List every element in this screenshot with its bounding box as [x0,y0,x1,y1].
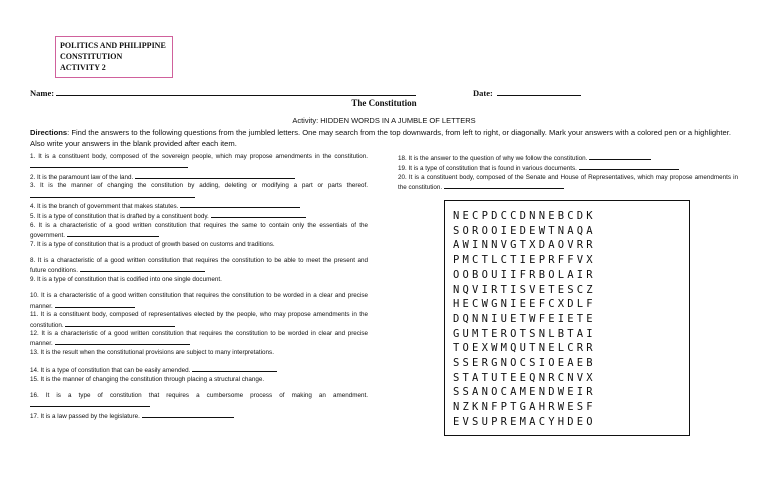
question-item: 8. It is a characteristic of a good written constitution that requires the constitution to be able to meet the present and future conditions. [30,257,368,275]
name-label: Name: [30,88,55,98]
question-item: 9. It is a type of constitution that is codified into one single document. [30,275,222,283]
page-title: The Constitution [351,98,417,108]
question-item: 7. It is a type of constitution that is a product of growth based on customs and traditions. [30,240,275,248]
answer-blank[interactable] [30,191,195,198]
question-item: 15. It is the manner of changing the constitution through placing a structural change. [30,375,265,383]
question-item: 3. It is the manner of changing the constitution by adding, deleting or modifying a part or parts thereof. [30,182,368,201]
activity-title: Activity: HIDDEN WORDS IN A JUMBLE OF LETTERS [292,116,476,125]
grid-row: EVSUPREMACYHDEO [453,415,596,428]
questions-right-column [398,153,738,193]
question-item: 14. It is a type of constitution that can be easily amended. [30,365,368,375]
word-search-grid[interactable] [444,200,690,436]
grid-row: OOBOUIIFRBOLAIR [453,268,596,281]
answer-blank[interactable] [135,172,295,179]
directions [30,128,740,149]
course-title-line2: CONSTITUTION [60,52,123,61]
grid-row: PMCTLCTIEPRFFVX [453,254,596,267]
question-item: 20. It is a constituent body, composed of the Senate and House of Representatives, which may propose amendments in the constitution. [398,173,738,192]
question-item: 10. It is a characteristic of a good written constitution that requires the constitution to be worded in a clear and precise manner. [30,292,368,310]
answer-blank[interactable] [192,365,277,372]
question-item: 11. It is a constituent body, composed of representatives elected by the people, who may propose amendments in the constitution. [30,311,368,329]
question-item: 18. It is the answer to the question of why we follow the constitution. [398,153,738,163]
grid-row: TOEXWMQUTNELCRR [453,342,596,355]
grid-row: HECWGNIEEFCXDLF [453,298,596,311]
answer-blank[interactable] [211,211,306,218]
answer-blank[interactable] [579,163,679,170]
grid-row: SSERGNOCSIOEAEB [453,357,596,370]
question-item: 5. It is a type of constitution that is drafted by a constituent body. [30,211,368,221]
course-header-box [55,36,173,78]
course-title-line1: POLITICS AND PHILIPPINE [60,41,166,50]
directions-label: Directions [30,128,68,137]
answer-blank[interactable] [80,265,205,272]
directions-text: : Find the answers to the following questions from the jumbled letters. One may search from the top downwards, from left to right, or diagonally. Mark your answers with a colored pen or a highlighter. Also write your answers in the blank provided after each item. [30,128,731,148]
question-item: 1. It is a constituent body, composed of the sovereign people, which may propose amendments in the constitution. [30,153,368,172]
grid-row: NQVIRTISVETESCZ [453,283,596,296]
question-item: 13. It is the result when the constitutional provisions are subject to many interpretations. [30,348,274,356]
grid-row: SOROOIEDEWTNAQA [453,224,596,237]
answer-blank[interactable] [30,400,150,407]
answer-blank[interactable] [142,411,234,418]
grid-row: DQNNIUETWFEIETE [453,312,596,325]
question-item: 2. It is the paramount law of the land. [30,172,368,182]
question-item: 17. It is a law passed by the legislature. [30,411,368,421]
grid-row: AWINNVGTXDAOVRR [453,239,596,252]
questions-left-column [30,153,368,421]
grid-row: NZKNFPTGAHRWESF [453,401,596,414]
date-blank[interactable] [497,86,581,96]
answer-blank[interactable] [55,338,190,345]
answer-blank[interactable] [67,230,159,237]
name-blank[interactable] [56,86,416,96]
question-item: 12. It is a characteristic of a good written constitution that requires the constitution to be worded in clear and precise manner. [30,329,368,348]
activity-number: ACTIVITY 2 [60,63,106,72]
date-field [473,86,581,98]
name-field [30,86,416,98]
date-label: Date: [473,88,493,98]
answer-blank[interactable] [65,320,175,327]
answer-blank[interactable] [180,201,300,208]
answer-blank[interactable] [55,301,135,308]
answer-blank[interactable] [589,153,651,160]
grid-row: SSANOCAMENDWEIR [453,386,596,399]
question-item: 4. It is the branch of government that makes statutes. [30,201,368,211]
question-item: 19. It is a type of constitution that is found in various documents. [398,163,738,173]
grid-row: GUMTEROTSNLBTAI [453,327,596,340]
grid-row: STATUTEEQNRCNVX [453,371,596,384]
answer-blank[interactable] [30,161,188,168]
question-item: 6. It is a characteristic of a good written constitution that requires the same to contain only the essentials of the government. [30,221,368,240]
question-item: 16. It is a type of constitution that requires a cumbersome process of making an amendment. [30,392,368,411]
answer-blank[interactable] [444,182,564,189]
grid-row: NECPDCCDNNEBCDK [453,210,596,222]
